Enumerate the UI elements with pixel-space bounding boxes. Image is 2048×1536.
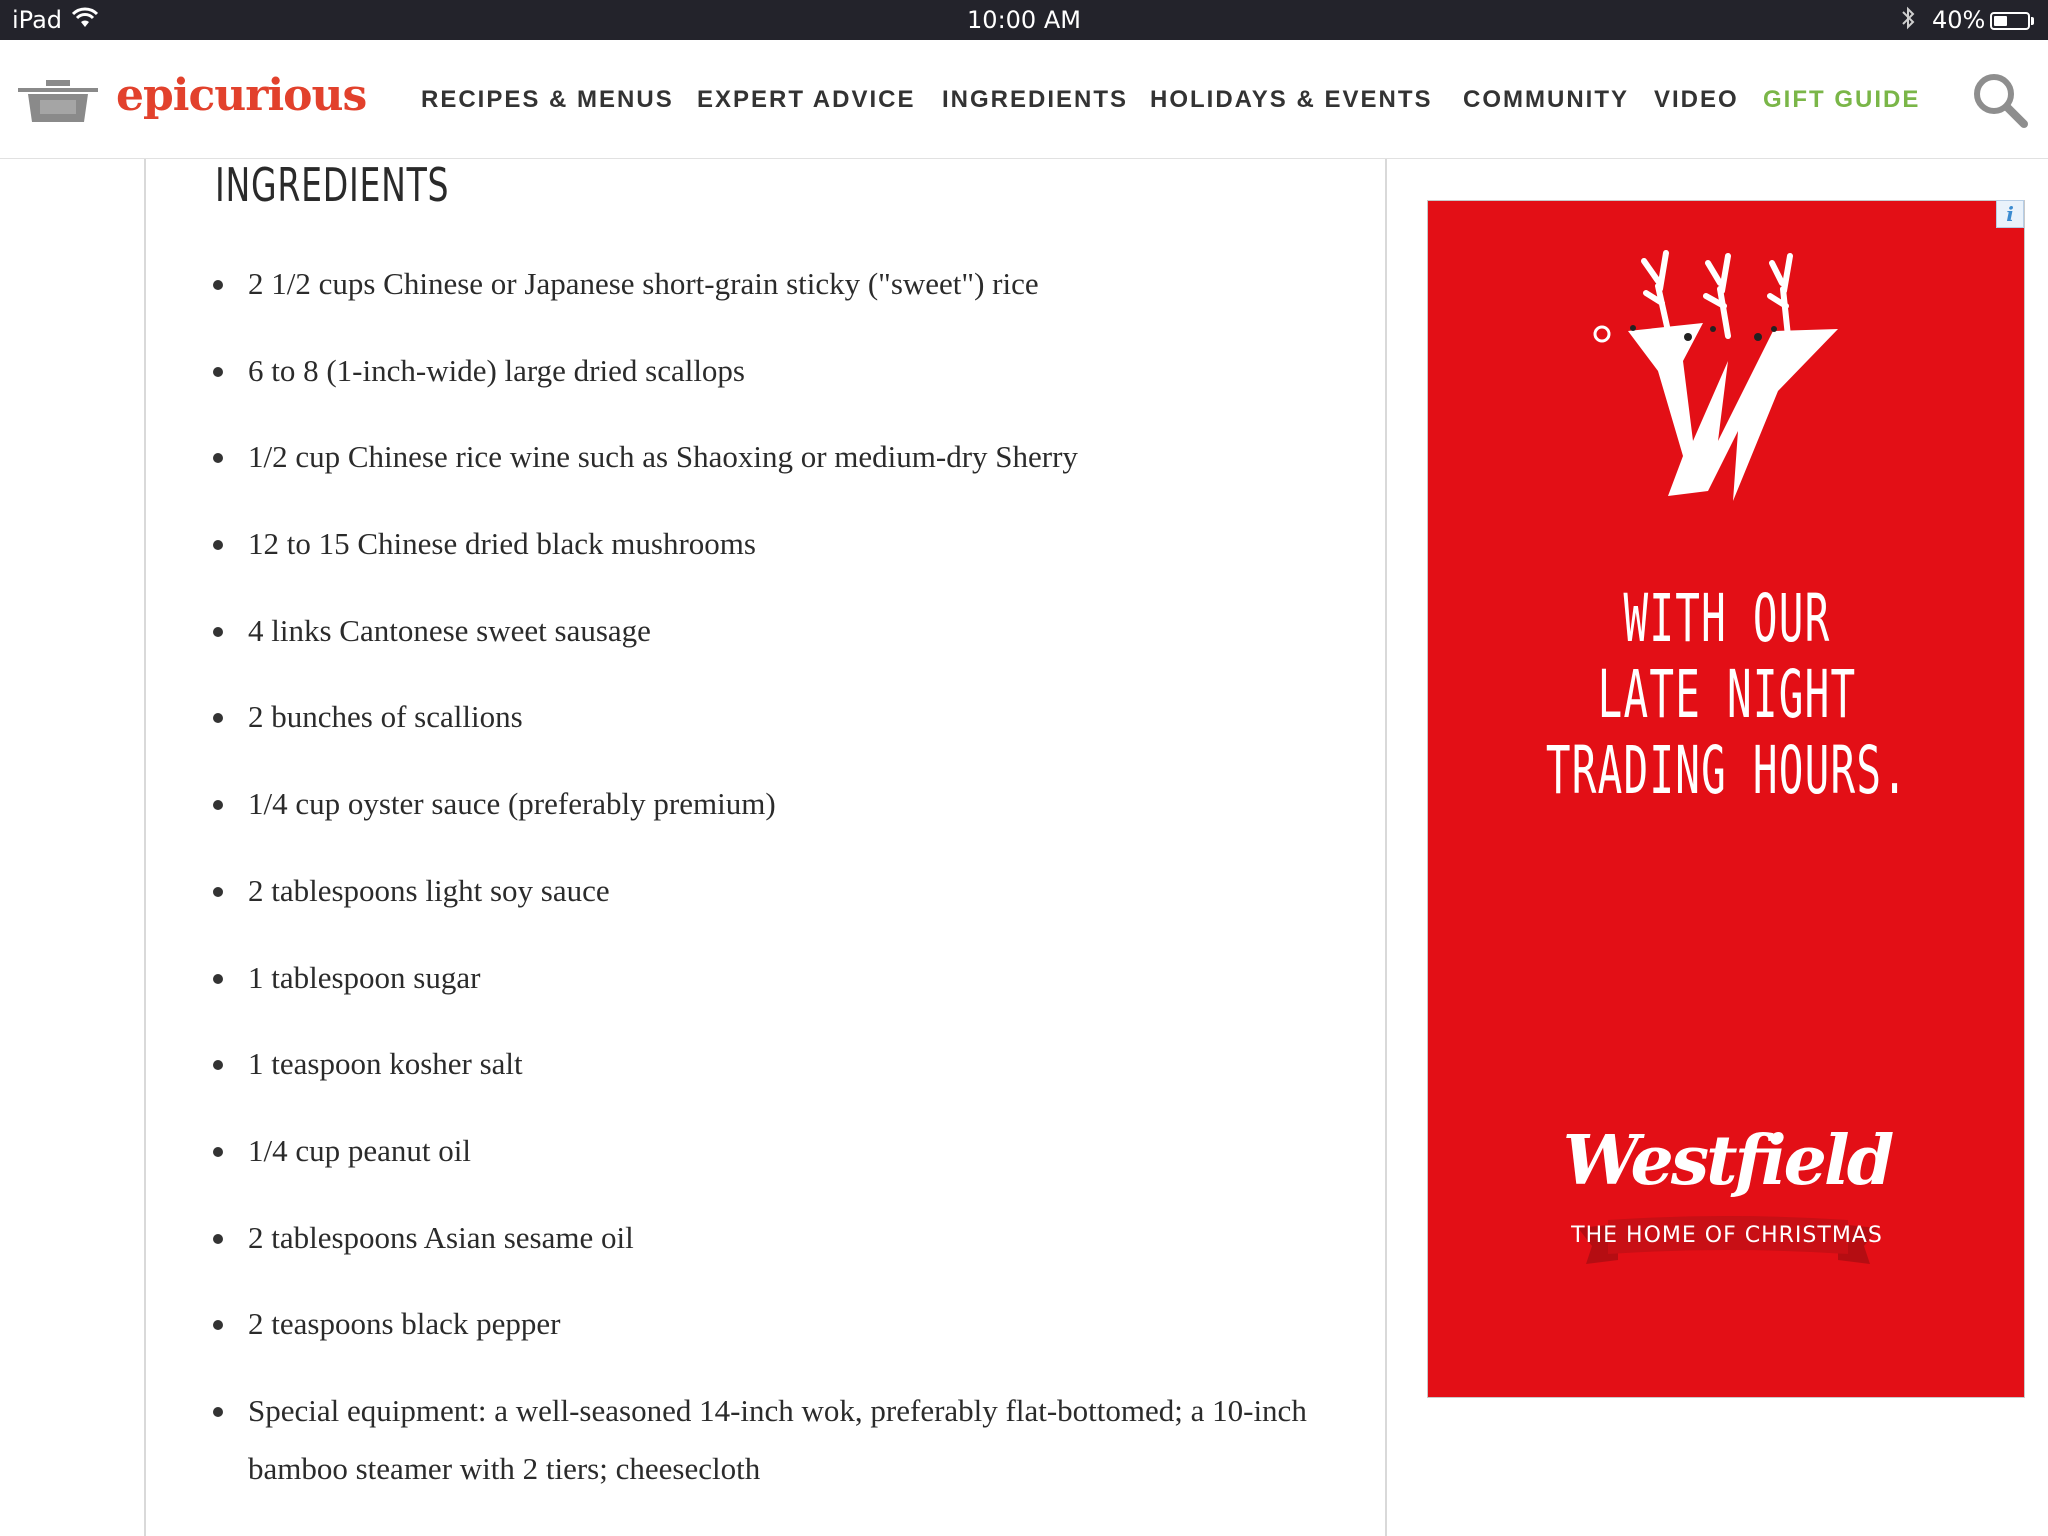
- content-divider-right: [1385, 159, 1387, 1536]
- ingredients-heading: INGREDIENTS: [215, 158, 450, 212]
- clock: 10:00 AM: [967, 6, 1081, 34]
- ingredient-item: 1/2 cup Chinese rice wine such as Shaoxing or medium-dry Sherry: [210, 428, 1330, 486]
- battery-cap: [2031, 17, 2034, 25]
- ingredient-item: 2 tablespoons Asian sesame oil: [210, 1209, 1330, 1267]
- ingredient-item: 2 tablespoons light soy sauce: [210, 862, 1330, 920]
- ingredient-item: 1/4 cup oyster sauce (preferably premium): [210, 775, 1330, 833]
- ad-headline-line: LATE NIGHT: [1597, 656, 1857, 733]
- nav-video[interactable]: VIDEO: [1654, 86, 1739, 113]
- status-bar: [0, 0, 2048, 40]
- nav-recipes-menus[interactable]: RECIPES & MENUS: [421, 86, 674, 113]
- nav-expert-advice[interactable]: EXPERT ADVICE: [697, 86, 916, 113]
- ingredient-item: 1/4 cup peanut oil: [210, 1122, 1330, 1180]
- ingredient-item: 12 to 15 Chinese dried black mushrooms: [210, 515, 1330, 573]
- ingredient-item: 1 teaspoon kosher salt: [210, 1035, 1330, 1093]
- battery-percent: 40%: [1932, 6, 1986, 34]
- ingredient-item: 6 to 8 (1-inch-wide) large dried scallops: [210, 342, 1330, 400]
- search-icon[interactable]: [1972, 72, 2028, 133]
- ingredient-item: 2 1/2 cups Chinese or Japanese short-grain sticky ("sweet") rice: [210, 255, 1330, 313]
- nav-community[interactable]: COMMUNITY: [1463, 86, 1629, 113]
- device-name: iPad: [12, 6, 63, 34]
- ad-brand-logo: Westfield: [1562, 1121, 1892, 1201]
- battery-level: [1994, 16, 2007, 26]
- ad-headline-line: WITH OUR: [1623, 580, 1831, 657]
- nav-ingredients[interactable]: INGREDIENTS: [942, 86, 1129, 113]
- ingredient-item: 2 teaspoons black pepper: [210, 1295, 1330, 1353]
- ingredient-item: 1 tablespoon sugar: [210, 949, 1330, 1007]
- bluetooth-icon: [1900, 5, 1916, 37]
- pot-icon[interactable]: [18, 76, 98, 131]
- ad-tagline: THE HOME OF CHRISTMAS: [1571, 1223, 1883, 1248]
- ingredient-item: Special equipment: a well-seasoned 14-inch wok, preferably flat-bottomed; a 10-inch bamboo steamer with 2 tiers; cheesecloth: [210, 1382, 1330, 1498]
- ad-info-icon[interactable]: i: [1996, 200, 2024, 228]
- ingredient-item: 4 links Cantonese sweet sausage: [210, 602, 1330, 660]
- nav-holidays-events[interactable]: HOLIDAYS & EVENTS: [1150, 86, 1433, 113]
- site-header: [0, 40, 2048, 159]
- ad-headline: [1428, 581, 2025, 809]
- advertisement[interactable]: [1427, 200, 2025, 1398]
- ingredients-list: [210, 255, 1330, 1527]
- content-divider-left: [144, 159, 146, 1536]
- ingredient-item: 2 bunches of scallions: [210, 688, 1330, 746]
- ad-headline-line: TRADING HOURS.: [1545, 732, 1909, 809]
- reindeer-logo-icon: [1588, 241, 1868, 531]
- battery-icon: [1990, 12, 2030, 30]
- nav-gift-guide[interactable]: GIFT GUIDE: [1763, 86, 1921, 113]
- site-logo[interactable]: epicurious: [116, 70, 367, 121]
